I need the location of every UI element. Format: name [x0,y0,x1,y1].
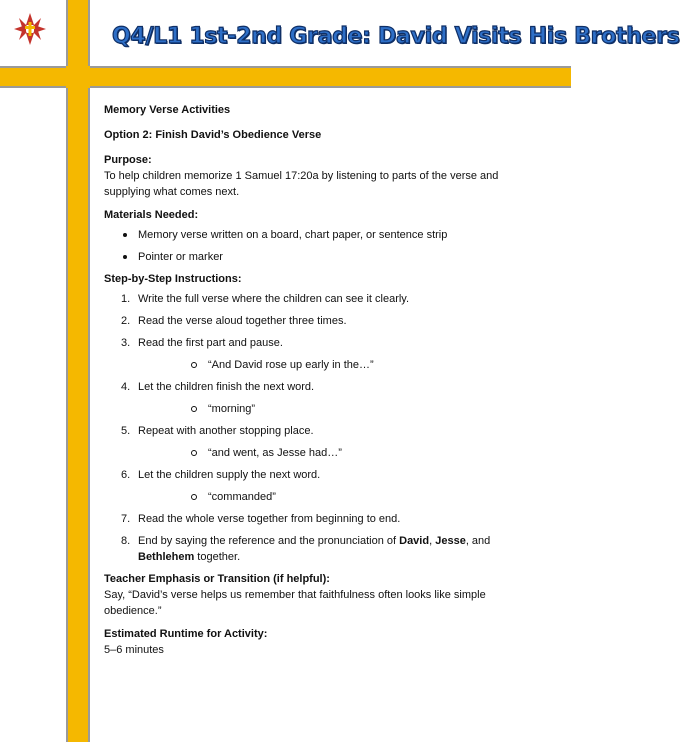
instructions-heading: Step-by-Step Instructions: [104,273,242,285]
step-item [104,313,499,329]
step-item [104,511,499,527]
name-jesse: Jesse [435,535,466,547]
step-text: Repeat with another stopping place. [138,425,314,437]
church-logo-icon [10,9,50,49]
name-david: David [399,535,430,547]
step-number: 2. [121,315,131,327]
cross-intersection [66,66,90,88]
instructions-list [104,291,499,565]
step-number: 4. [121,381,131,393]
materials-heading: Materials Needed: [104,209,199,221]
separator: , [429,535,436,547]
runtime-text: 5–6 minutes [104,644,164,656]
step-number: 7. [121,513,131,525]
step-number: 1. [121,293,131,305]
name-bethlehem: Bethlehem [138,551,195,563]
list-item: Pointer or marker [104,249,499,265]
emphasis-heading: Teacher Emphasis or Transition (if helpful): [104,573,330,585]
list-item: Memory verse written on a board, chart paper, or sentence strip [104,227,499,243]
step-item [104,533,499,565]
purpose-heading: Purpose: [104,154,152,166]
separator: , and [465,535,491,547]
option-title: Option 2: Finish David’s Obedience Verse [104,129,322,141]
section-title: Memory Verse Activities [104,104,231,116]
step-item [104,379,499,417]
step-text: Let the children finish the next word. [138,381,315,393]
step-number: 6. [121,469,131,481]
step-item [104,335,499,373]
runtime-heading: Estimated Runtime for Activity: [104,628,268,640]
step-number: 8. [121,535,131,547]
purpose-text: To help children memorize 1 Samuel 17:20a by listening to parts of the verse and supplying what comes next. [104,170,499,198]
emphasis-text: Say, “David’s verse helps us remember that faithfulness often looks like simple obedience.” [104,589,486,617]
step-item [104,467,499,505]
step-text: Write the full verse where the children can see it clearly. [138,293,410,305]
step-number: 5. [121,425,131,437]
step-subitem: “commanded” [138,489,499,505]
page-title: Q4/L1 1st-2nd Grade: David Visits His Brothers [112,24,680,49]
step-item [104,291,499,307]
step-text-part: End by saying the reference and the pronunciation of [138,535,400,547]
step-subitem: “morning” [138,401,499,417]
step-text: Read the first part and pause. [138,337,283,349]
step-subitem: “And David rose up early in the…” [138,357,499,373]
cross-vertical-bar [66,0,90,742]
step-text: Read the whole verse together from beginning to end. [138,513,401,525]
step-item [104,423,499,461]
step-number: 3. [121,337,131,349]
step-text-part: together. [194,551,241,563]
step-text [138,535,490,563]
step-subitem: “and went, as Jesse had…” [138,445,499,461]
materials-list [104,227,499,265]
step-text: Read the verse aloud together three times. [138,315,347,327]
lesson-content [104,102,499,658]
step-text: Let the children supply the next word. [138,469,321,481]
